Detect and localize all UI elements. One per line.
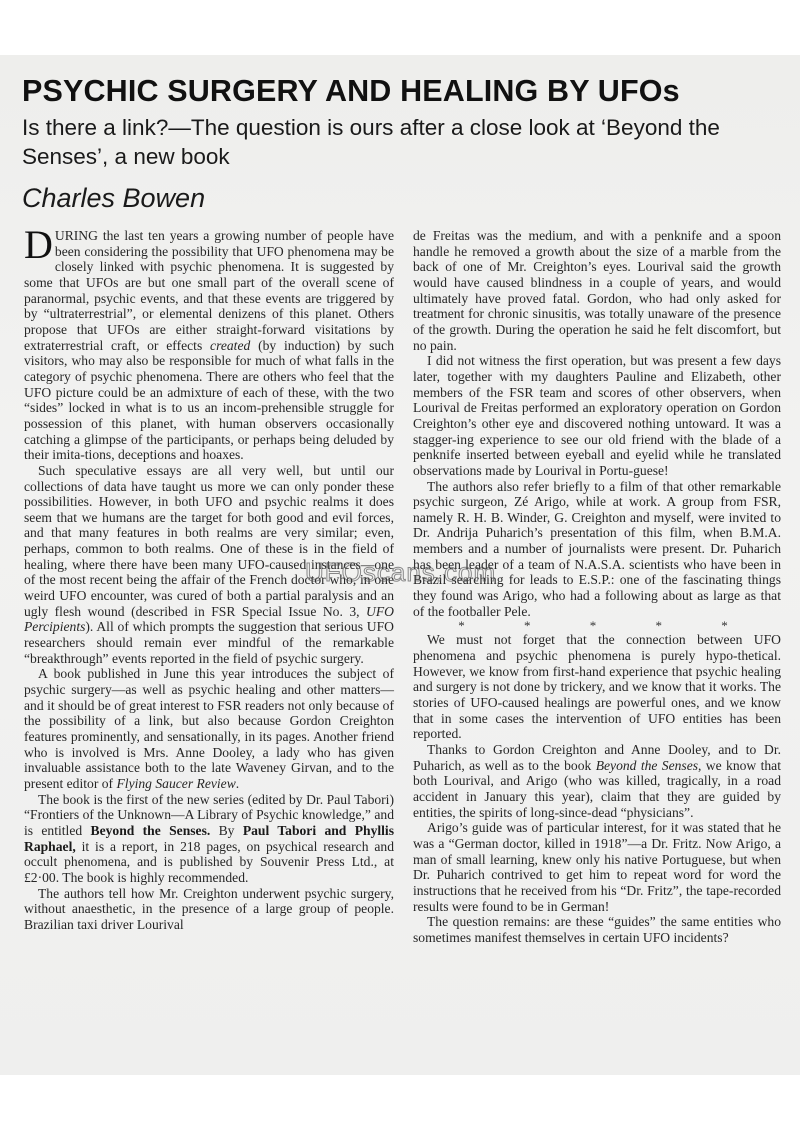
book-title: Beyond the Senses xyxy=(595,757,699,773)
paragraph: The authors also refer briefly to a film of that other remarkable psychic surgeon, Zé Arigo, while at work. A group from FSR, namely R. H. B. Winder, G. Creighton and myself, were invited to Dr. Andrija Puharich’s presentation of this film, when B.M.A. members and a number of journalists were present. Dr. Puharich has been leader of a team of N.A.S.A. scientists who have been in Brazil searching for leads to E.S.P.: one of the fascinating things they found was Arigo, who had a following about as large as that of the footballer Pele. xyxy=(413,478,781,619)
paragraph xyxy=(24,463,394,667)
paragraph-text: By xyxy=(210,822,243,838)
paragraph-text: URING the last ten years a growing number of people have been considering the possibility that UFO phenomena may be closely linked with psychic phenomena. It is suggested by some that UFOs are but one small part of the overall scene of paranormal, psychic events, and that these events are triggered by by “ultraterrestrial”, or elemental denizens of this planet. Others propose that UFOs are either straight-forward visitations by extraterrestrial craft, or effects xyxy=(24,228,394,353)
paragraph-text: Such speculative essays are all very well, but until our collections of data have taught us more we can only ponder these possibilities. However, in both UFO and psychic realms it does seem that we humans are the target for both good and evil forces, and that many features in both realms are very similar; even, perhaps, common to both realms. One of these is in the field of healing, where there have been many UFO-caused instances—one of the most recent being the affair of the French doctor who, in one weird UFO encounter, was cured of both a partial paralysis and an ugly flesh wound (described in FSR Special Issue No. 3, xyxy=(24,462,394,619)
paragraph: I did not witness the first operation, but was present a few days later, together with my daughters Pauline and Elizabeth, other members of the FSR team and scores of other observers, when Lourival de Freitas performed an exploratory operation on Gordon Creighton’s other eye and discovered nothing untoward. It was a stagger-ing experience to see our old friend with the blade of a penknife inserted between eyeball and eyelid while he translated observations made by Lourival in Portu-guese! xyxy=(413,353,781,478)
article-author: Charles Bowen xyxy=(22,183,206,213)
paragraph-text: , we know that both Lourival, and Arigo (who was killed, tragically, in a road accident in January this year), claim that they are guided by entities, the spirits of long-since-dead “physicians”. xyxy=(413,757,781,820)
paragraph: The question remains: are these “guides” the same entities who sometimes manifest themselves in certain UFO incidents? xyxy=(413,914,781,945)
paragraph-text: The book is the first of the new series (edited by Dr. Paul Tabori) “Frontiers of the Unknown—A Library of Psychic knowledge,” and is entitled xyxy=(24,791,394,838)
emphasis-text: created xyxy=(210,337,251,353)
book-title: Beyond the Senses. xyxy=(90,822,211,838)
section-separator: * * * * * xyxy=(458,618,756,634)
article-subheading: Is there a link?—The question is ours after a close look at ‘Beyond the Senses’, a new book xyxy=(22,115,720,169)
paragraph xyxy=(24,792,394,886)
paragraph-text: A book published in June this year introduces the subject of psychic surgery—as well as psychic healing and other matters—and it should be of great interest to FSR readers not only because of the possibility of a link, but also because Gordon Creighton features prominently, and sensationally, in its pages. Another friend who is involved is Mrs. Anne Dooley, a lady who has given invaluable assistance both to the late Waveney Girvan, and to the present editor of xyxy=(24,666,394,791)
paragraph-text: ). All of which prompts the suggestion that serious UFO researchers should remain ever mindful of the remarkable “breakthrough” events reported in the field of psychic surgery. xyxy=(24,619,394,666)
publication-title: UFO Percipients xyxy=(24,603,394,635)
publication-title: Flying Saucer Review xyxy=(116,775,236,791)
paragraph xyxy=(413,742,781,820)
book-authors: Paul Tabori and Phyllis Raphael, xyxy=(24,822,394,854)
left-column xyxy=(24,222,394,933)
article-headline: PSYCHIC SURGERY AND HEALING BY UFOs xyxy=(22,74,680,108)
paragraph: de Freitas was the medium, and with a penknife and a spoon handle he removed a growth about the size of a marble from the back of one of Mr. Creighton’s eyes. Lourival said the growth would have caused blindness in a couple of years, and would ultimately have proved fatal. Gordon, who had only asked for treatment for chronic sinusitis, was totally unaware of the presence of the growth. During the operation he said he felt discomfort, but no pain. xyxy=(413,228,781,353)
drop-cap: D xyxy=(24,222,53,267)
paragraph-text: . xyxy=(235,775,240,791)
paragraph xyxy=(24,666,394,791)
paragraph: Arigo’s guide was of particular interest, for it was stated that he was a “German doctor, killed in 1918”—a Dr. Fritz. Now Arigo, a man of small learning, knew only his native Portuguese, but when Dr. Puharich contrived to get him to repeat word for word the instructions that he received from his “Dr. Fritz”, the tape-recorded results were found to be in German! xyxy=(413,820,781,914)
paragraph-text: Thanks to Gordon Creighton and Anne Dooley, and to Dr. Puharich, as well as to the book xyxy=(413,742,781,773)
paragraph: The authors tell how Mr. Creighton underwent psychic surgery, without anaesthetic, in the presence of a large group of people. Brazilian taxi driver Lourival xyxy=(24,885,394,932)
paragraph-text: (by induction) by such visitors, who may also be responsible for much of what falls in the category of psychic phenomena. There are others who feel that the UFO picture could be an admixture of each of these, with the two “sides” locked in what is to us an incom-prehensible struggle for possession of this planet, with human observers occasionally catching a glimpse of the participants, or perhaps being deluded by their imita-tions, deceptions and hoaxes. xyxy=(24,337,394,463)
right-column xyxy=(413,228,781,946)
paragraph xyxy=(24,222,394,463)
paragraph: We must not forget that the connection between UFO phenomena and psychic phenomena is purely hypo-thetical. However, we know from first-hand experience that psychic healing and surgery is not done by trickery, and we know that it works. The stories of UFO-caused healings are powerful ones, and we know that in some cases the intervention of UFO entities has been reported. xyxy=(413,632,781,742)
paragraph-text: it is a report, in 218 pages, on psychical research and occult phenomena, and is published by Souvenir Press Ltd., at £2·00. The book is highly recommended. xyxy=(24,838,394,885)
